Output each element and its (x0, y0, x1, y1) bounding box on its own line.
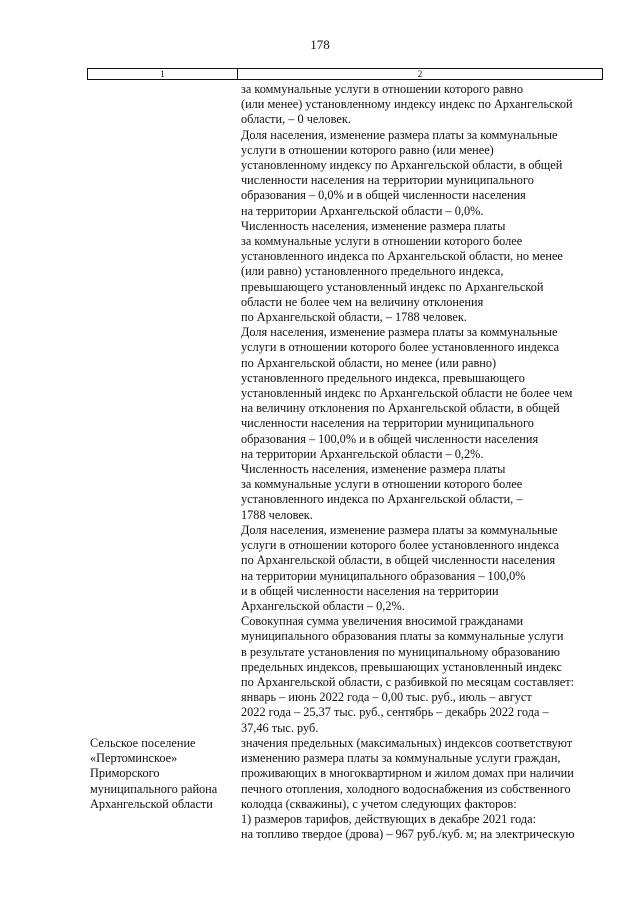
text-line: по Архангельской области, но менее (или равно) (241, 355, 497, 370)
text-line: услуги в отношении которого более установленного индекса (241, 340, 560, 355)
text-line: значения предельных (максимальных) индексов соответствуют (241, 736, 573, 750)
table-header-col2: 2 (417, 69, 423, 79)
text-line: Численность населения, изменение размера платы (241, 462, 506, 477)
text-line: установленного индекса по Архангельской области, но менее (241, 249, 563, 264)
text-line: муниципального района (90, 781, 218, 796)
text-line: Архангельской области – 0,2%. (241, 598, 405, 613)
text-line: по Архангельской области, – 1788 человек. (241, 310, 467, 325)
text-line: по Архангельской области, в общей численности населения (241, 553, 556, 568)
text-line: образования – 100,0% и в общей численности населения (241, 431, 539, 446)
text-line: на территории Архангельской области – 0,2%. (241, 446, 484, 461)
text-line: колодца (скважины), с учетом следующих факторов: (241, 796, 517, 811)
page-number: 178 (310, 37, 330, 52)
text-line: 2022 года – 25,37 тыс. руб., сентябрь – декабрь 2022 года – (241, 705, 549, 720)
cell-col2-continued (241, 82, 611, 736)
text-line: на территории Архангельской области – 0,0%. (241, 203, 484, 218)
text-line: в результате установления по муниципальному образованию (241, 644, 560, 659)
text-line: предельных индексов, превышающих установленный индекс (241, 659, 562, 674)
text-line: услуги в отношении которого более установленного индекса (241, 538, 560, 553)
text-line: 1788 человек. (241, 507, 313, 522)
text-line: (или равно) установленного предельного индекса, (241, 264, 504, 279)
cell-col2-description (241, 736, 611, 842)
text-line: проживающих в многоквартирном и жилом домах при наличии (241, 766, 574, 781)
text-line: численности населения на территории муниципального (241, 173, 534, 188)
text-line: изменению размера платы за коммунальные услуги граждан, (241, 751, 561, 766)
text-line: и в общей численности населения на территории (241, 583, 499, 598)
text-line: установленного индекса по Архангельской области, – (241, 492, 523, 507)
text-line: Численность населения, изменение размера платы (241, 218, 506, 233)
text-line: превышающего установленный индекс по Архангельской (241, 279, 544, 294)
text-line: области, – 0 человек. (241, 112, 351, 127)
table-header-col1: 1 (88, 69, 238, 79)
text-line: (или менее) установленному индексу индекс по Архангельской (241, 97, 573, 112)
text-line: Доля населения, изменение размера платы за коммунальные (241, 127, 558, 142)
text-line: Доля населения, изменение размера платы за коммунальные (241, 325, 558, 340)
text-line: установленный индекс по Архангельской области не более чем (241, 386, 573, 401)
text-line: Доля населения, изменение размера платы за коммунальные (241, 522, 558, 537)
text-line: за коммунальные услуги в отношении которого более (241, 477, 523, 492)
text-line: январь – июнь 2022 года – 0,00 тыс. руб., июль – август (241, 690, 532, 705)
text-line: Сельское поселение (90, 736, 196, 750)
text-line: установленного предельного индекса, превышающего (241, 370, 525, 385)
text-line: Архангельской области (90, 796, 213, 811)
text-line: Приморского (90, 766, 160, 781)
text-line: за коммунальные услуги в отношении которого более (241, 234, 523, 249)
text-line: муниципального образования платы за коммунальные услуги (241, 629, 564, 644)
text-line: установленному индексу по Архангельской области, в общей (241, 158, 563, 173)
text-line: на величину отклонения по Архангельской области, в общей (241, 401, 560, 416)
text-line: на топливо твердое (дрова) – 967 руб./куб. м; на электрическую (241, 827, 575, 842)
text-line: 1) размеров тарифов, действующих в декабре 2021 года: (241, 812, 537, 827)
table-header-row (87, 68, 603, 80)
text-line: печного отопления, холодного водоснабжения из собственного (241, 781, 571, 796)
text-line: образования – 0,0% и в общей численности населения (241, 188, 526, 203)
text-line: 37,46 тыс. руб. (241, 720, 319, 735)
text-line: услуги в отношении которого равно (или менее) (241, 142, 494, 157)
text-line: «Пертоминское» (90, 751, 178, 766)
text-line: области не более чем на величину отклонения (241, 294, 484, 309)
text-line: на территории муниципального образования – 100,0% (241, 568, 526, 583)
text-line: по Архангельской области, с разбивкой по месяцам составляет: (241, 674, 574, 689)
cell-col1-municipality (90, 736, 240, 812)
text-line: численности населения на территории муниципального (241, 416, 534, 431)
text-line: за коммунальные услуги в отношении которого равно (241, 82, 524, 96)
text-line: Совокупная сумма увеличения вносимой гражданами (241, 614, 524, 629)
